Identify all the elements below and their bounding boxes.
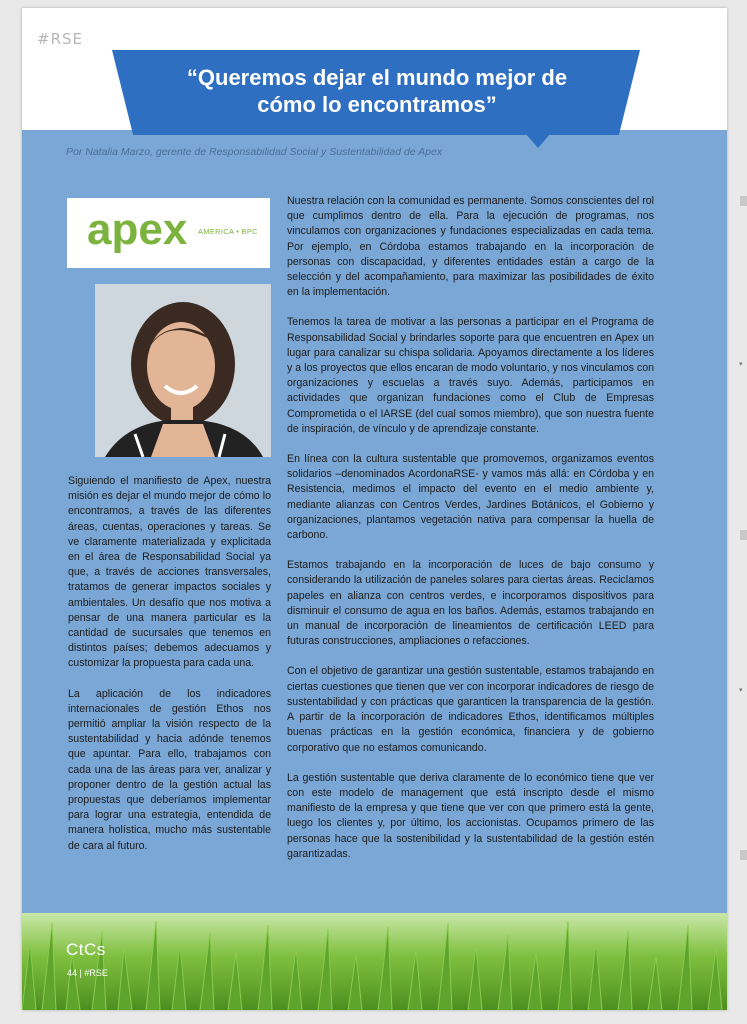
right-paragraph: Nuestra relación con la comunidad es permanente. Somos conscientes del rol que cumplimos dentro de ella. Para la ejecución de programas, nos vinculamos con organizaciones y fundaciones especializadas en cada tema. Por ejemplo, en Córdoba estamos trabajando en la incorporación de personas con discapacidad, y diferentes entidades están a cargo de la selección y del acompañamiento, para maximizar las posibilidades de éxito en la implementación. bbox=[287, 195, 654, 299]
article-title bbox=[142, 64, 612, 118]
right-paragraph: Estamos trabajando en la incorporación de luces de bajo consumo y considerando la utilización de paneles solares para ciertas áreas. Reciclamos papeles en alianza con centros verdes, e incorporamos dispositivos para disminuir el consumo de agua en los baños. Además, estamos trabajando en un manual de incorporación de lineamientos de certificación LEED para futuras construcciones, ampliaciones o refacciones. bbox=[287, 559, 654, 648]
right-paragraph: La gestión sustentable que deriva claramente de lo económico tiene que ver con este modelo de management que está inscripto desde el mismo manifiesto de la empresa y que tiene que ver con que primero está la gente, luego los clientes y, por último, los accionistas. Ocupamos primero de las personas hace que la sostenibilidad y la sustentabilidad de la gestión estén garantizadas. bbox=[287, 771, 654, 860]
left-paragraph: Siguiendo el manifiesto de Apex, nuestra misión es dejar el mundo mejor de cómo lo encontramos, a través de las diferentes áreas, cuentas, operaciones y tareas. Se ve claramente materializada y explicitada en el área de Responsabilidad Social ya que, a través de acciones transversales, tratamos de generar impactos sociales y ambientales. Un desafío que nos motiva a pensar de una manera particular es la cantidad de sucursales que tenemos en distintos países; debemos adecuamos y customizar la propuesta para cada una. bbox=[68, 475, 271, 670]
banner-pointer-shape bbox=[526, 134, 550, 148]
logo-tagline: AMERICA • BPC bbox=[198, 227, 258, 236]
author-byline: Por Natalia Marzo, gerente de Responsabilidad Social y Sustentabilidad de Apex bbox=[66, 146, 443, 158]
scroll-marker bbox=[740, 530, 747, 540]
section-tag: #RSE bbox=[37, 30, 83, 48]
left-text-column bbox=[68, 474, 271, 869]
footer-section: #RSE bbox=[84, 968, 108, 978]
right-paragraph: Con el objetivo de garantizar una gestión sustentable, estamos trabajando en ciertas cuestiones que tienen que ver con incorporar indicadores de riesgo de sustentabilidad y con prácticas que garanticen la transparencia de la gestión. A partir de la incorporación de indicadores Ethos, identificamos múltiples buenas prácticas en la gestión económica, financiera y de gobierno corporativo que no estamos comunicando. bbox=[287, 665, 654, 754]
article-title-line-2: cómo lo encontramos” bbox=[257, 92, 497, 117]
portrait-illustration-icon bbox=[95, 284, 271, 457]
right-paragraph: En línea con la cultura sustentable que promovemos, organizamos eventos solidarios –denominados AcordonaRSE- y vamos más allá: en Córdoba y en Resistencia, medimos el impacto del evento en el medio ambiente y, mediante alianzas con Centros Verdes, Jardines Botánicos, el Gobierno y organizaciones, plantamos vegetación nativa para compensar la huella de carbono. bbox=[287, 453, 654, 542]
right-text-column bbox=[287, 194, 654, 877]
footer-separator: | bbox=[79, 968, 82, 978]
left-paragraph: La aplicación de los indicadores internacionales de gestión Ethos nos permitió ampliar la visión respecto de la sustentabilidad y hacia adónde tenemos que apuntar. Para ello, trabajamos con cada una de las áreas para ver, analizar y proponer dentro de la gestión actual las propuestas que deberíamos implementar para lograr una estrategia, entendida de manera holística, mucho más sustentable de cara al futuro. bbox=[68, 687, 271, 852]
page-number: 44 bbox=[67, 968, 78, 978]
grass-blades-icon bbox=[22, 913, 727, 1010]
magazine-brand: CtCs bbox=[66, 940, 106, 959]
apex-logo-icon bbox=[87, 208, 197, 258]
company-logo bbox=[67, 198, 270, 268]
page-footer bbox=[67, 968, 108, 978]
magazine-page bbox=[22, 8, 727, 1010]
author-portrait bbox=[95, 284, 271, 457]
viewer-scrollbar[interactable] bbox=[735, 0, 747, 1024]
scroll-down-arrow-icon[interactable]: ▾ bbox=[739, 686, 743, 694]
scroll-marker bbox=[740, 850, 747, 860]
article-title-line-1: “Queremos dejar el mundo mejor de bbox=[186, 65, 568, 90]
logo-wordmark: apex bbox=[87, 208, 188, 254]
right-paragraph: Tenemos la tarea de motivar a las personas a participar en el Programa de Responsabilidad Social y brindarles soporte para que encuentren en Apex un lugar para canalizar su chispa solidaria. Apoyamos directamente a los líderes y a los proyectos que ellos encaran de modo voluntario, y nos vinculamos con organizaciones y escuelas a través suyo. Además, participamos en actividades que organizan fundaciones como el Club de Empresas Comprometida o el IARSE (del cual somos miembro), que son nuestra fuente de inspiración, de vínculo y de aprendizaje constante. bbox=[287, 316, 654, 435]
grass-footer-image bbox=[22, 913, 727, 1010]
scroll-down-arrow-icon[interactable]: ▾ bbox=[739, 360, 743, 368]
scroll-thumb[interactable] bbox=[740, 196, 747, 206]
